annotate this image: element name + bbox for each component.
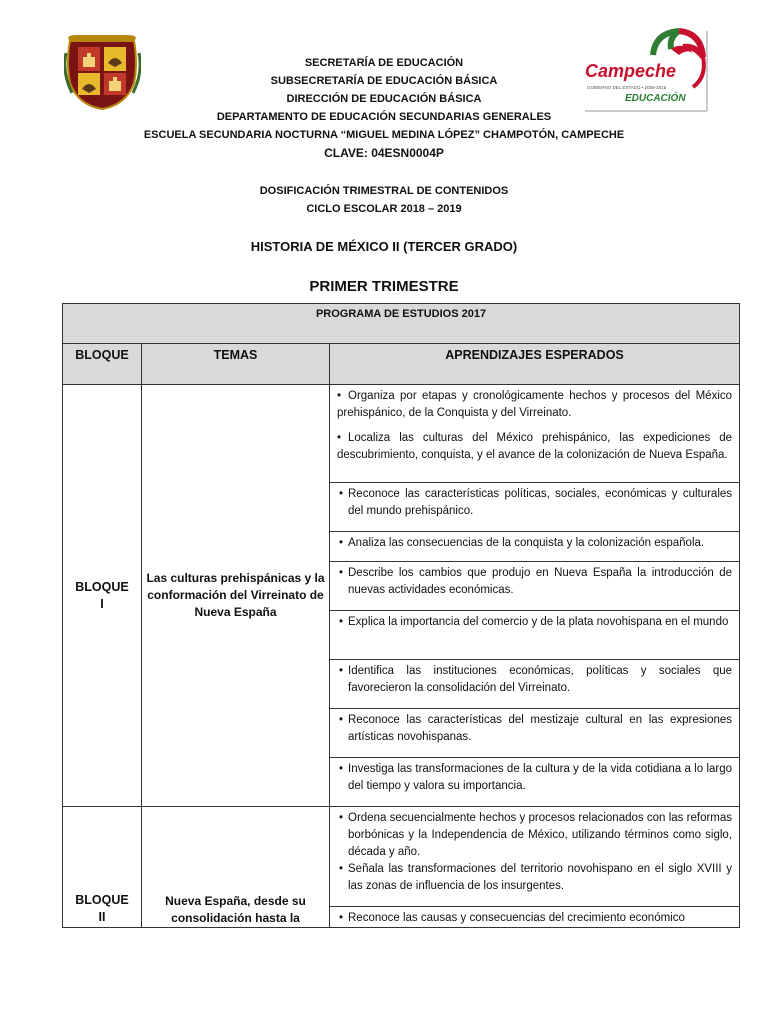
header-line: ESCUELA SECUNDARIA NOCTURNA “MIGUEL MEDINA LÓPEZ” CHAMPOTÓN, CAMPECHE bbox=[143, 129, 625, 141]
learning-outcome-cell bbox=[330, 807, 740, 907]
table-row bbox=[63, 385, 740, 483]
institution-header bbox=[0, 54, 768, 162]
learning-outcome: • Reconoce las causas y consecuencias del crecimiento económico bbox=[337, 910, 732, 927]
column-header-bloque: BLOQUE bbox=[63, 344, 142, 385]
school-cycle: CICLO ESCOLAR 2018 – 2019 bbox=[306, 203, 462, 215]
logo-brand: Campeche bbox=[585, 61, 677, 81]
program-header: PROGRAMA DE ESTUDIOS 2017 bbox=[63, 304, 740, 344]
header-line: SECRETARÍA DE EDUCACIÓN bbox=[304, 57, 464, 69]
logo-department: EDUCACIÓN bbox=[625, 93, 686, 104]
header-line: DIRECCIÓN DE EDUCACIÓN BÁSICA bbox=[286, 93, 482, 105]
learning-outcome: • Señala las transformaciones del territorio novohispano en el siglo XVIII y las zonas de influencia de los insurgentes. bbox=[337, 861, 732, 895]
subject-title: HISTORIA DE MÉXICO II (TERCER GRADO) bbox=[250, 239, 518, 254]
logo-tagline: GOBIERNO DEL ESTADO • 2009-2015 bbox=[587, 85, 667, 90]
header-line: SUBSECRETARÍA DE EDUCACIÓN BÁSICA bbox=[270, 75, 498, 87]
bloque-2-tema: Nueva España, desde su consolidación hasta la bbox=[142, 807, 330, 928]
trimester-title: PRIMER TRIMESTRE bbox=[309, 278, 459, 295]
learning-outcome: • Reconoce las características del mestizaje cultural en las expresiones artísticas novohispanas. bbox=[337, 712, 732, 746]
content-plan-table bbox=[62, 303, 740, 928]
learning-outcome: • Localiza las culturas del México prehispánico, las expediciones de descubrimiento, conquista, y el avance de la colonización de Nueva España. bbox=[337, 430, 732, 464]
bloque-label-line: BLOQUE bbox=[75, 579, 129, 594]
learning-outcome-cell bbox=[330, 483, 740, 532]
learning-outcome-cell bbox=[330, 532, 740, 562]
bloque-number: I bbox=[100, 596, 104, 611]
column-header-aprendizajes: APRENDIZAJES ESPERADOS bbox=[330, 344, 740, 385]
learning-outcome: • Investiga las transformaciones de la cultura y de la vida cotidiana a lo largo del tiempo y valora su importancia. bbox=[337, 761, 732, 795]
bloque-1-label bbox=[63, 385, 142, 807]
learning-outcome: • Explica la importancia del comercio y de la plata novohispana en el mundo bbox=[337, 614, 732, 631]
learning-outcome-cell bbox=[330, 385, 740, 483]
school-clave: CLAVE: 04ESN0004P bbox=[324, 146, 444, 160]
dosification-line: DOSIFICACIÓN TRIMESTRAL DE CONTENIDOS bbox=[259, 185, 509, 197]
table-row bbox=[63, 807, 740, 907]
dosification-title bbox=[0, 182, 768, 218]
learning-outcome-cell bbox=[330, 709, 740, 758]
learning-outcome-cell bbox=[330, 611, 740, 660]
learning-outcome-cell bbox=[330, 660, 740, 709]
learning-outcome: • Analiza las consecuencias de la conquista y la colonización española. bbox=[337, 535, 732, 552]
learning-outcome: • Identifica las instituciones económicas, políticas y sociales que favorecieron la consolidación del Virreinato. bbox=[337, 663, 732, 697]
bloque-1-tema: Las culturas prehispánicas y la conformación del Virreinato de Nueva España bbox=[142, 385, 330, 807]
header-line: DEPARTAMENTO DE EDUCACIÓN SECUNDARIAS GENERALES bbox=[216, 111, 552, 123]
learning-outcome-cell bbox=[330, 907, 740, 928]
learning-outcome: • Organiza por etapas y cronológicamente hechos y procesos del México prehispánico, de la Conquista y del Virreinato. bbox=[337, 388, 732, 422]
bloque-label-line: BLOQUE bbox=[75, 893, 129, 907]
bloque-2-label bbox=[63, 807, 142, 928]
learning-outcome-cell bbox=[330, 758, 740, 807]
column-header-temas: TEMAS bbox=[142, 344, 330, 385]
learning-outcome: • Reconoce las características políticas, sociales, económicas y culturales del mundo prehispánico. bbox=[337, 486, 732, 520]
learning-outcome: • Ordena secuencialmente hechos y procesos relacionados con las reformas borbónicas y la Independencia de México, utilizando términos como siglo, década y año. bbox=[337, 810, 732, 861]
bloque-number: II bbox=[98, 910, 106, 924]
learning-outcome-cell bbox=[330, 562, 740, 611]
learning-outcome: • Describe los cambios que produjo en Nueva España la introducción de nuevas actividades económicas. bbox=[337, 565, 732, 599]
